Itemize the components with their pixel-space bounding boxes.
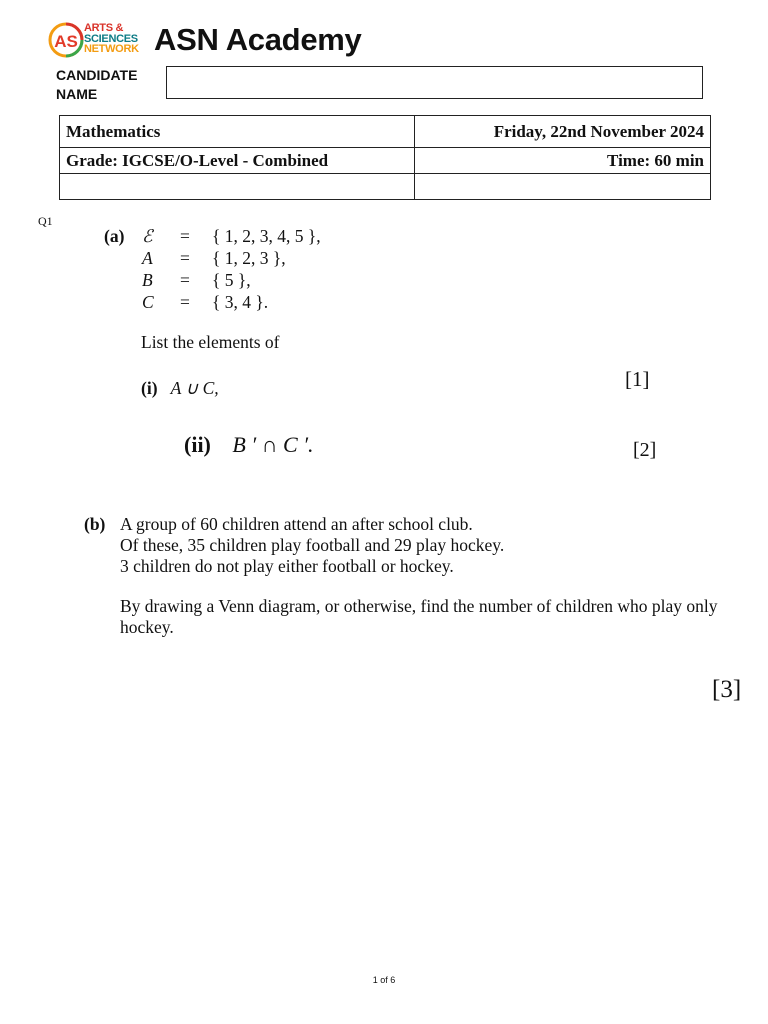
subject-cell: Mathematics [60,116,415,148]
exam-info-table [59,115,711,200]
set-value: { 1, 2, 3 }, [212,248,286,268]
set-value: { 5 }, [212,270,251,290]
set-symbol: A [142,248,153,268]
logo-word-arts: ARTS & [84,22,124,34]
set-definitions [104,225,404,313]
part-a-label: (a) [104,226,125,246]
part-b-task: By drawing a Venn diagram, or otherwise, find the number of children who play only hockey. [120,596,718,637]
sub-i-label: (i) [141,378,158,398]
set-row-a [104,247,404,269]
academy-logo [48,22,148,62]
candidate-name-field[interactable] [166,66,703,99]
marks-i: [1] [625,367,650,391]
sub-ii-expression: B ′ ∩ C ′. [232,432,314,457]
set-symbol: B [142,270,153,290]
svg-text:AS: AS [54,32,78,51]
part-a-instruction: List the elements of [141,332,280,352]
sub-i-expression: A ∪ C, [170,378,219,398]
marks-b: [3] [712,676,742,703]
set-row-b [104,269,404,291]
candidate-name-label: CANDIDATE NAME [56,67,138,102]
part-b-label: (b) [84,514,106,534]
logo-word-sciences: SCIENCES [84,32,138,45]
set-row-universal [104,225,404,247]
logo-wordmark [84,23,139,55]
part-b-line: A group of 60 children attend an after school club. [120,514,473,534]
set-row-c [104,291,404,313]
sub-question-ii [184,432,314,458]
equals-sign: = [180,248,190,268]
blank-cell-right [415,174,711,200]
part-b-line: Of these, 35 children play football and 29 play hockey. [120,535,505,555]
sub-ii-label: (ii) [184,432,211,457]
set-symbol: C [142,292,154,312]
brand-title: ASN Academy [154,22,362,57]
equals-sign: = [180,226,190,246]
time-cell: Time: 60 min [415,148,711,174]
equals-sign: = [180,292,190,312]
logo-word-network: NETWORK [84,43,139,55]
equals-sign: = [180,270,190,290]
page-number: 1 of 6 [372,975,396,985]
set-value: { 3, 4 }. [212,292,269,312]
part-b-line: 3 children do not play either football or hockey. [120,556,454,576]
logo-mark-icon [48,22,84,58]
set-symbol: ℰ [142,226,153,246]
part-b-text [120,514,730,638]
question-number: Q1 [38,214,53,228]
sub-question-i [141,378,219,399]
grade-cell: Grade: IGCSE/O-Level - Combined [60,148,415,174]
set-value: { 1, 2, 3, 4, 5 }, [212,226,321,246]
blank-cell-left [60,174,415,200]
marks-ii: [2] [633,439,657,461]
date-cell: Friday, 22nd November 2024 [415,116,711,148]
